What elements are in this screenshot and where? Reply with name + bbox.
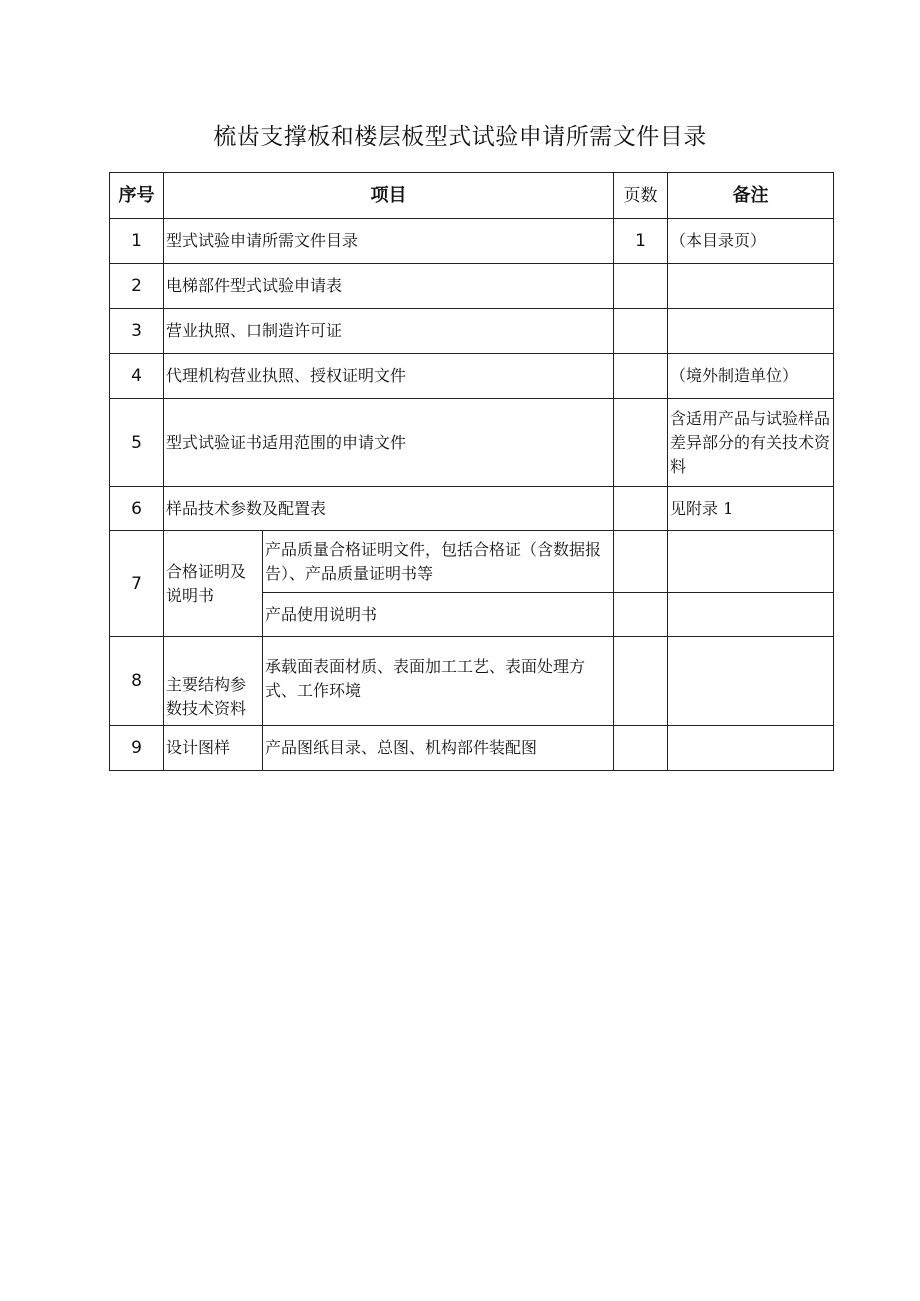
row-item: 型式试验申请所需文件目录	[164, 219, 614, 264]
row-note	[668, 726, 834, 771]
document-title: 梳齿支撑板和楼层板型式试验申请所需文件目录	[213, 124, 707, 150]
row-pages	[614, 354, 668, 399]
row-category: 主要结构参数技术资料	[164, 637, 263, 726]
row-pages	[614, 399, 668, 487]
row-seq: 5	[110, 399, 164, 487]
row-pages	[614, 309, 668, 354]
table-row	[110, 309, 834, 354]
header-note: 备注	[668, 173, 834, 219]
row-pages	[614, 487, 668, 531]
row-note	[668, 309, 834, 354]
header-item: 项目	[164, 173, 614, 219]
row-pages	[614, 637, 668, 726]
row-subitem: 产品使用说明书	[263, 593, 614, 637]
table-row	[110, 726, 834, 771]
header-seq: 序号	[110, 173, 164, 219]
row-seq: 1	[110, 219, 164, 264]
table-row	[110, 637, 834, 726]
row-item: 营业执照、口制造许可证	[164, 309, 614, 354]
row-seq: 9	[110, 726, 164, 771]
row-pages	[614, 593, 668, 637]
row-note	[668, 593, 834, 637]
row-note: 含适用产品与试验样品差异部分的有关技术资料	[668, 399, 834, 487]
row-note	[668, 264, 834, 309]
row-note	[668, 637, 834, 726]
row-seq: 4	[110, 354, 164, 399]
row-item: 代理机构营业执照、授权证明文件	[164, 354, 614, 399]
row-pages	[614, 264, 668, 309]
row-item: 型式试验证书适用范围的申请文件	[164, 399, 614, 487]
row-seq: 2	[110, 264, 164, 309]
row-seq: 6	[110, 487, 164, 531]
row-subitem: 产品质量合格证明文件，包括合格证（含数据报告）、产品质量证明书等	[263, 531, 614, 593]
row-note	[668, 531, 834, 593]
row-seq: 8	[110, 637, 164, 726]
row-seq: 3	[110, 309, 164, 354]
row-category: 合格证明及说明书	[164, 531, 263, 637]
row-category: 设计图样	[164, 726, 263, 771]
table-row	[110, 219, 834, 264]
row-pages	[614, 531, 668, 593]
header-row	[110, 173, 834, 219]
row-note: 见附录 1	[668, 487, 834, 531]
row-item: 电梯部件型式试验申请表	[164, 264, 614, 309]
row-subitem: 产品图纸目录、总图、机构部件装配图	[263, 726, 614, 771]
table-row	[110, 354, 834, 399]
row-pages: 1	[614, 219, 668, 264]
document-table	[109, 172, 834, 771]
row-seq: 7	[110, 531, 164, 637]
table-row	[110, 264, 834, 309]
header-pages: 页数	[614, 173, 668, 219]
row-pages	[614, 726, 668, 771]
row-note: （境外制造单位）	[668, 354, 834, 399]
table-row	[110, 399, 834, 487]
table-row	[110, 531, 834, 593]
row-item: 样品技术参数及配置表	[164, 487, 614, 531]
row-subitem: 承载面表面材质、表面加工工艺、表面处理方式、工作环境	[263, 637, 614, 726]
row-note: （本目录页）	[668, 219, 834, 264]
table-row	[110, 487, 834, 531]
